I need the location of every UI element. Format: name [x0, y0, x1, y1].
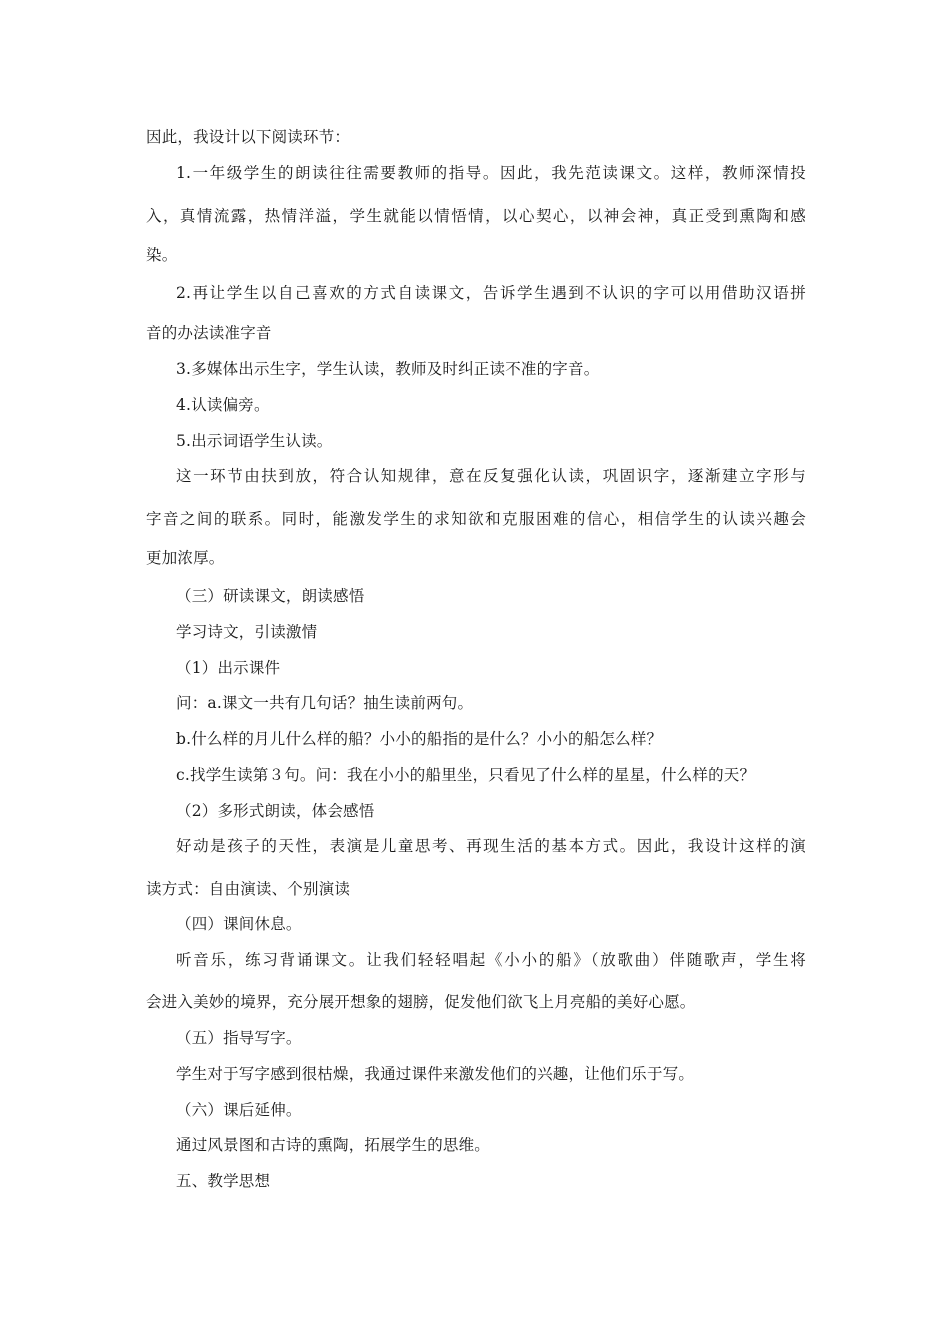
text-line: 好动是孩子的天性，表演是儿童思考、再现生活的基本方式。因此，我设计这样的演 — [176, 837, 806, 855]
text-line: 读方式：自由演读、个别演读 — [146, 880, 351, 898]
text-line: 因此，我设计以下阅读环节： — [146, 128, 351, 146]
text-line: 这一环节由扶到放，符合认知规律，意在反复强化认读，巩固识字，逐渐建立字形与 — [176, 467, 806, 485]
text-line: 3.多媒体出示生字，学生认读，教师及时纠正读不准的字音。 — [176, 360, 600, 378]
text-line: 学习诗文，引读激情 — [176, 623, 318, 641]
text-line: 入，真情流露，热情洋溢，学生就能以情悟情，以心契心，以神会神，真正受到熏陶和感 — [146, 207, 806, 225]
text-line: 染。 — [146, 246, 178, 264]
text-line: 通过风景图和古诗的熏陶，拓展学生的思维。 — [176, 1136, 491, 1154]
text-line: 更加浓厚。 — [146, 549, 225, 567]
text-line: c.找学生读第３句。问：我在小小的船里坐，只看见了什么样的星星，什么样的天？ — [176, 766, 756, 784]
text-line: b.什么样的月儿什么样的船？小小的船指的是什么？小小的船怎么样？ — [176, 730, 663, 748]
text-line: 会进入美妙的境界，充分展开想象的翅膀，促发他们欲飞上月亮船的美好心愿。 — [146, 993, 696, 1011]
text-line: 4.认读偏旁。 — [176, 396, 270, 414]
text-line: 2.再让学生以自己喜欢的方式自读课文，告诉学生遇到不认识的字可以用借助汉语拼 — [176, 284, 806, 302]
text-line: （2）多形式朗读，体会感悟 — [176, 802, 375, 820]
text-line: （六）课后延伸。 — [176, 1101, 302, 1119]
text-line: （五）指导写字。 — [176, 1029, 302, 1047]
text-line: 音的办法读准字音 — [146, 324, 272, 342]
text-line: 1.一年级学生的朗读往往需要教师的指导。因此，我先范读课文。这样，教师深情投 — [176, 164, 806, 182]
text-line: 问：a.课文一共有几句话？抽生读前两句。 — [176, 694, 474, 712]
text-line: （1）出示课件 — [176, 659, 281, 677]
text-line: 五、教学思想 — [176, 1172, 271, 1190]
text-line: 字音之间的联系。同时，能激发学生的求知欲和克服困难的信心，相信学生的认读兴趣会 — [146, 510, 806, 528]
text-line: 听音乐，练习背诵课文。让我们轻轻唱起《小小的船》（放歌曲）伴随歌声，学生将 — [176, 951, 806, 969]
text-line: （四）课间休息。 — [176, 915, 302, 933]
text-line: 学生对于写字感到很枯燥，我通过课件来激发他们的兴趣，让他们乐于写。 — [176, 1065, 695, 1083]
text-line: （三）研读课文，朗读感悟 — [176, 587, 365, 605]
text-line: 5.出示词语学生认读。 — [176, 432, 333, 450]
